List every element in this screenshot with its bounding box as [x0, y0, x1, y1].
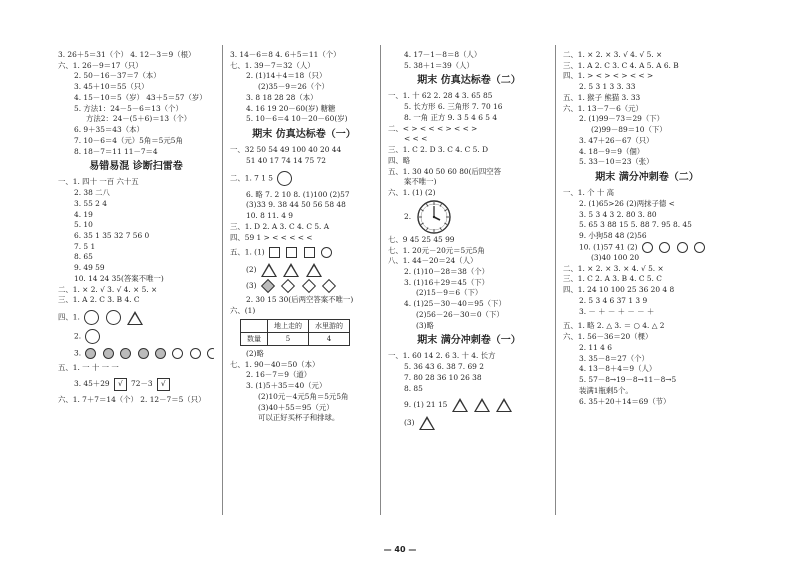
answer-line: 三、1. A 2. C 3. C 4. A 5. A 6. B: [563, 60, 679, 70]
answer-line: (3)33 9. 38 44 50 56 58 48: [246, 200, 346, 210]
diamond-shape: [301, 278, 315, 292]
square-shape: [269, 247, 280, 258]
table-cell: 4: [309, 332, 350, 345]
answer-line: 七、1. 39－7＝32（人）: [230, 60, 315, 70]
answer-line: 3. 35－8＝27（个）: [579, 353, 649, 363]
answer-line: 2. (1)10－28＝38（个）: [404, 267, 490, 277]
section-title: 易错易混 诊断扫雷卷: [89, 161, 183, 173]
answer-line: (3)40 100 20: [591, 252, 640, 262]
answer-column-1: [58, 50, 214, 522]
circle-shape: [642, 242, 653, 253]
answer-line: 5. 33－10＝23（张）: [579, 157, 654, 167]
shape-answer-line: 9. (1) 21 15: [388, 398, 550, 412]
answer-line: 五、1. 一 十 一 一: [58, 363, 119, 373]
answer-line: 二、1. × 2. × 3. √ 4. √ 5. ×: [563, 50, 663, 59]
circle-shape: [677, 242, 688, 253]
answer-line: 二、< > < < < > < < >: [388, 123, 478, 133]
answer-line: 四、略: [388, 155, 411, 165]
answer-line: 4. 13－8＋4＝9（人）: [579, 364, 657, 374]
shape-answer-line: (3): [230, 281, 378, 292]
filled-circle-shape: [120, 348, 131, 359]
table-row-label: 数量: [241, 332, 268, 345]
answer-line: 六、1. 26－9＝17（只）: [58, 60, 143, 70]
circle-shape: [190, 348, 201, 359]
answer-line: 五、1. 30 40 50 60 80(后四空答: [388, 166, 502, 176]
answer-line: 5. 65 3 88 15 5. 88 7. 95 8. 45: [579, 220, 692, 230]
answer-line: 2. 38 二八: [74, 188, 110, 198]
answer-line: 8. 18－7＝11 11－7＝4: [74, 146, 158, 156]
answer-line: 2. 5 3 1 3 3. 33: [579, 82, 636, 92]
shape-answer-line: 2.: [58, 329, 214, 344]
answer-column-2: [230, 50, 378, 522]
answer-line: 2. (1)65>26 (2)两抹子德 <: [579, 198, 675, 208]
clock-face-icon: [416, 199, 452, 235]
answer-line: 四、59 1 > < < < < <: [230, 232, 313, 242]
answer-column-4: [563, 50, 731, 522]
answer-line: 9. 49 59: [74, 263, 105, 273]
answer-line: 2. 11 4 6: [579, 342, 612, 352]
shape-answer-line: 五、1. (1): [230, 247, 378, 258]
answer-line: 5. 方法1：24－5－6＝13（个）: [74, 103, 183, 113]
filled-circle-shape: [138, 348, 149, 359]
answer-line: 2. (1)99－73＝29（下）: [579, 114, 665, 124]
answer-line: 9. 小狗58 48 (2)56: [579, 231, 647, 241]
answer-line: 10. 8 11. 4 9: [246, 211, 294, 221]
table-cell: [241, 319, 268, 332]
shape-answer-line: (3): [388, 416, 550, 430]
section-title: 期末 仿真达标卷（二）: [417, 75, 521, 87]
answer-line: 4. 17－1－8＝8（人）: [404, 50, 482, 59]
answer-line: 2. 50－16－37＝7（本）: [74, 71, 161, 81]
answer-line: 8. 65: [74, 252, 93, 262]
answer-line: 2. (1)14＋4＝18（只）: [246, 71, 327, 81]
answer-line: 4. (1)25－30－40＝95（下）: [404, 299, 506, 309]
answer-line: 3. 47＋26－67（只）: [579, 135, 654, 145]
clock-answer-line: 2.: [388, 199, 550, 235]
triangle-shape: [283, 263, 299, 277]
answer-line: 7. 5 1: [74, 241, 96, 251]
answer-line: 装满1瓶剩5个。: [579, 385, 633, 395]
answer-line: 3. － ＋ － ＋ － － ＋: [579, 306, 655, 316]
table-cell: 5: [268, 332, 309, 345]
check-box: √: [114, 378, 127, 391]
circle-shape: [207, 348, 214, 359]
triangle-shape: [127, 311, 143, 325]
answer-line: (2)10元－4元5角＝5元5角: [258, 391, 349, 401]
answer-line: 六、(1): [230, 305, 256, 315]
table-header: 水里游的: [309, 319, 350, 332]
answer-line: 七、9 45 25 45 99: [388, 234, 455, 244]
circle-shape: [659, 242, 670, 253]
answer-line: 2. 5 3 4 6 37 1 3 9: [579, 295, 648, 305]
shape-answer-line: 二、1. 7 1 5: [230, 171, 378, 186]
answer-line: 3. 26＋5＝31（个） 4. 12－3＝9（根）: [58, 50, 196, 59]
answer-line: 5. 长方形 6. 三角形 7. 70 16: [404, 102, 503, 112]
triangle-shape: [474, 398, 490, 412]
answer-line: 3. (1)5＋35＝40（元）: [246, 381, 327, 391]
answer-line: 七、1. 90－40＝50（本）: [230, 359, 320, 369]
answer-line: 一、1. 60 14 2. 6 3. 十 4. 长方: [388, 351, 496, 361]
answer-line: 五、1. 略 2. △ 3. ＝ ○ 4. △ 2: [563, 321, 665, 331]
answer-line: 六、1. 56－36＝20（棵）: [563, 332, 653, 342]
answer-line: 可以正好买杯子和排球。: [258, 413, 340, 423]
section-title: 期末 满分冲刺卷（一）: [417, 335, 521, 347]
answer-line: < < <: [404, 134, 428, 144]
table-header: 地上走的: [268, 319, 309, 332]
diamond-shape: [322, 278, 336, 292]
answer-column-3: [388, 50, 550, 522]
answer-line: 2. 30 15 30(后两空答案不唯一): [246, 295, 354, 305]
answer-line: 方法2：24－(5＋6)＝13（个）: [86, 114, 192, 124]
column-divider: [222, 45, 223, 515]
answer-line: 3. 45＋10＝55（只）: [74, 82, 149, 92]
count-table: [240, 319, 350, 346]
triangle-shape: [261, 263, 277, 277]
circle-shape: [321, 247, 332, 258]
answer-line: 八、1. 44－20＝24（人）: [388, 256, 478, 266]
answer-line: 二、1. × 2. √ 3. √ 4. × 5. ×: [58, 284, 158, 294]
section-title: 期末 仿真达标卷（一）: [252, 129, 356, 141]
shape-answer-line: 四、1.: [58, 310, 214, 325]
answer-line: 5. 57－8→19－8→11－8→5: [579, 375, 677, 385]
answer-line: 一、1. 四十 一百 六十五: [58, 177, 139, 187]
triangle-shape: [496, 398, 512, 412]
answer-line: 6. 9＋35＝43（本）: [74, 125, 144, 135]
answer-line: 7. 80 28 36 10 26 38: [404, 372, 482, 382]
answer-line: (2)35－9＝26（个）: [258, 82, 329, 92]
page-number: — 40 —: [383, 545, 417, 554]
answer-line: 七、1. 20元－20元＝5元5角: [388, 245, 485, 255]
answer-line: 六、1. (1) (2): [388, 188, 436, 198]
answer-line: 6. 35 1 35 32 7 56 0: [74, 231, 150, 241]
answer-line: 六、1. 13－7－6（元）: [563, 103, 643, 113]
answer-line: (2)15－9＝6（下）: [416, 288, 483, 298]
answer-line: 5. 36 43 6. 38 7. 69 2: [404, 362, 484, 372]
answer-line: 8. 85: [404, 383, 423, 393]
answer-line: 三、1. A 2. C 3. B 4. C: [58, 295, 140, 305]
answer-line: 二、1. × 2. × 3. × 4. √ 5. ×: [563, 263, 664, 273]
answer-line: 8. 一角 正方 9. 3 5 4 6 5 4: [404, 112, 498, 122]
answer-line: 2. 16－7＝9（道）: [246, 370, 312, 380]
answer-line: (3)略: [416, 320, 434, 330]
answer-line: 4. 19: [74, 209, 93, 219]
filled-circle-shape: [103, 348, 114, 359]
diamond-shape: [281, 278, 295, 292]
answer-line: 5. 38＋1＝39（人）: [404, 60, 474, 70]
answer-line: 4. 16 19 20－60(岁) 糖糖: [246, 103, 336, 113]
answer-line: 3. (1)16＋29＝45（下）: [404, 277, 490, 287]
answer-line: 3. 8 18 28 28（本）: [246, 92, 318, 102]
filled-circle-shape: [85, 348, 96, 359]
filled-diamond-shape: [261, 278, 275, 292]
answer-line: 一、1. 个 十 高: [563, 188, 615, 198]
shape-answer-line: 3.: [58, 348, 214, 359]
answer-line: 10. 14 24 35(答案不唯一): [74, 273, 164, 283]
column-divider: [555, 45, 556, 515]
answer-line: 三、1. C 2. A 3. B 4. C 5. C: [563, 274, 662, 284]
answer-line: 3. 5 3 4 3 2. 80 3. 80: [579, 209, 657, 219]
square-shape: [304, 247, 315, 258]
answer-line: 5. 10: [74, 220, 93, 230]
check-box: √: [157, 378, 170, 391]
answer-line: 一、1. 十 62 2. 28 4 3. 65 85: [388, 91, 493, 101]
answer-line: 四、1. > < > < > < < >: [563, 71, 654, 81]
answer-line: 7. 10－6＝4（元）5角＝5元5角: [74, 135, 183, 145]
answer-line: 五、1. 猴子 熊猫 3. 33: [563, 92, 641, 102]
answer-line: 三、1. D 2. A 3. C 4. C 5. A: [230, 221, 330, 231]
boxed-answer-line: 3. 45＋29 √ 72－3 √: [58, 378, 214, 391]
answer-line: 四、1. 24 10 100 25 36 20 4 8: [563, 285, 675, 295]
circle-shape: [277, 171, 292, 186]
filled-circle-shape: [155, 348, 166, 359]
answer-line: (2)略: [246, 349, 264, 358]
answer-line: 3. 55 2 4: [74, 198, 107, 208]
answer-line: 6. 略 7. 2 10 8. (1)100 (2)57: [246, 189, 350, 199]
circle-shape: [84, 310, 99, 325]
answer-line: 4. 18－9＝9（個）: [579, 146, 645, 156]
square-shape: [286, 247, 297, 258]
shape-answer-line: 10. (1)57 41 (2): [563, 242, 731, 253]
answer-line: (2)56－26－30＝0（下）: [416, 309, 504, 319]
triangle-shape: [419, 416, 435, 430]
answer-line: (2)99－89＝10（下）: [591, 125, 667, 135]
shape-answer-line: (2): [230, 263, 378, 277]
answer-line: 5. 10－6＝4 10－20－60(岁): [246, 114, 348, 124]
answer-line: 4. 15－10＝5（岁） 43＋5＝57（岁）: [74, 92, 207, 102]
triangle-shape: [452, 398, 468, 412]
circle-shape: [85, 329, 100, 344]
answer-line: 6. 35＋20＋14＝69（节）: [579, 396, 671, 406]
section-title: 期末 满分冲刺卷（二）: [595, 172, 699, 184]
answer-line: 51 40 17 74 14 75 72: [246, 155, 326, 165]
answer-line: 案不唯一): [404, 177, 437, 187]
answer-line: 三、1. C 2. D 3. C 4. C 5. D: [388, 145, 488, 155]
circle-shape: [106, 310, 121, 325]
answer-line: 一、32 50 54 49 100 40 20 44: [230, 145, 342, 155]
column-divider: [380, 45, 381, 515]
circle-shape: [694, 242, 705, 253]
answer-line: (3)40＋55＝95（元）: [258, 402, 334, 412]
answer-line: 六、1. 7＋7＝14（个） 2. 12－7＝5（只）: [58, 394, 206, 404]
triangle-shape: [306, 263, 322, 277]
circle-shape: [172, 348, 183, 359]
answer-line: 3. 14－6＝8 4. 6＋5＝11（个）: [230, 50, 341, 59]
